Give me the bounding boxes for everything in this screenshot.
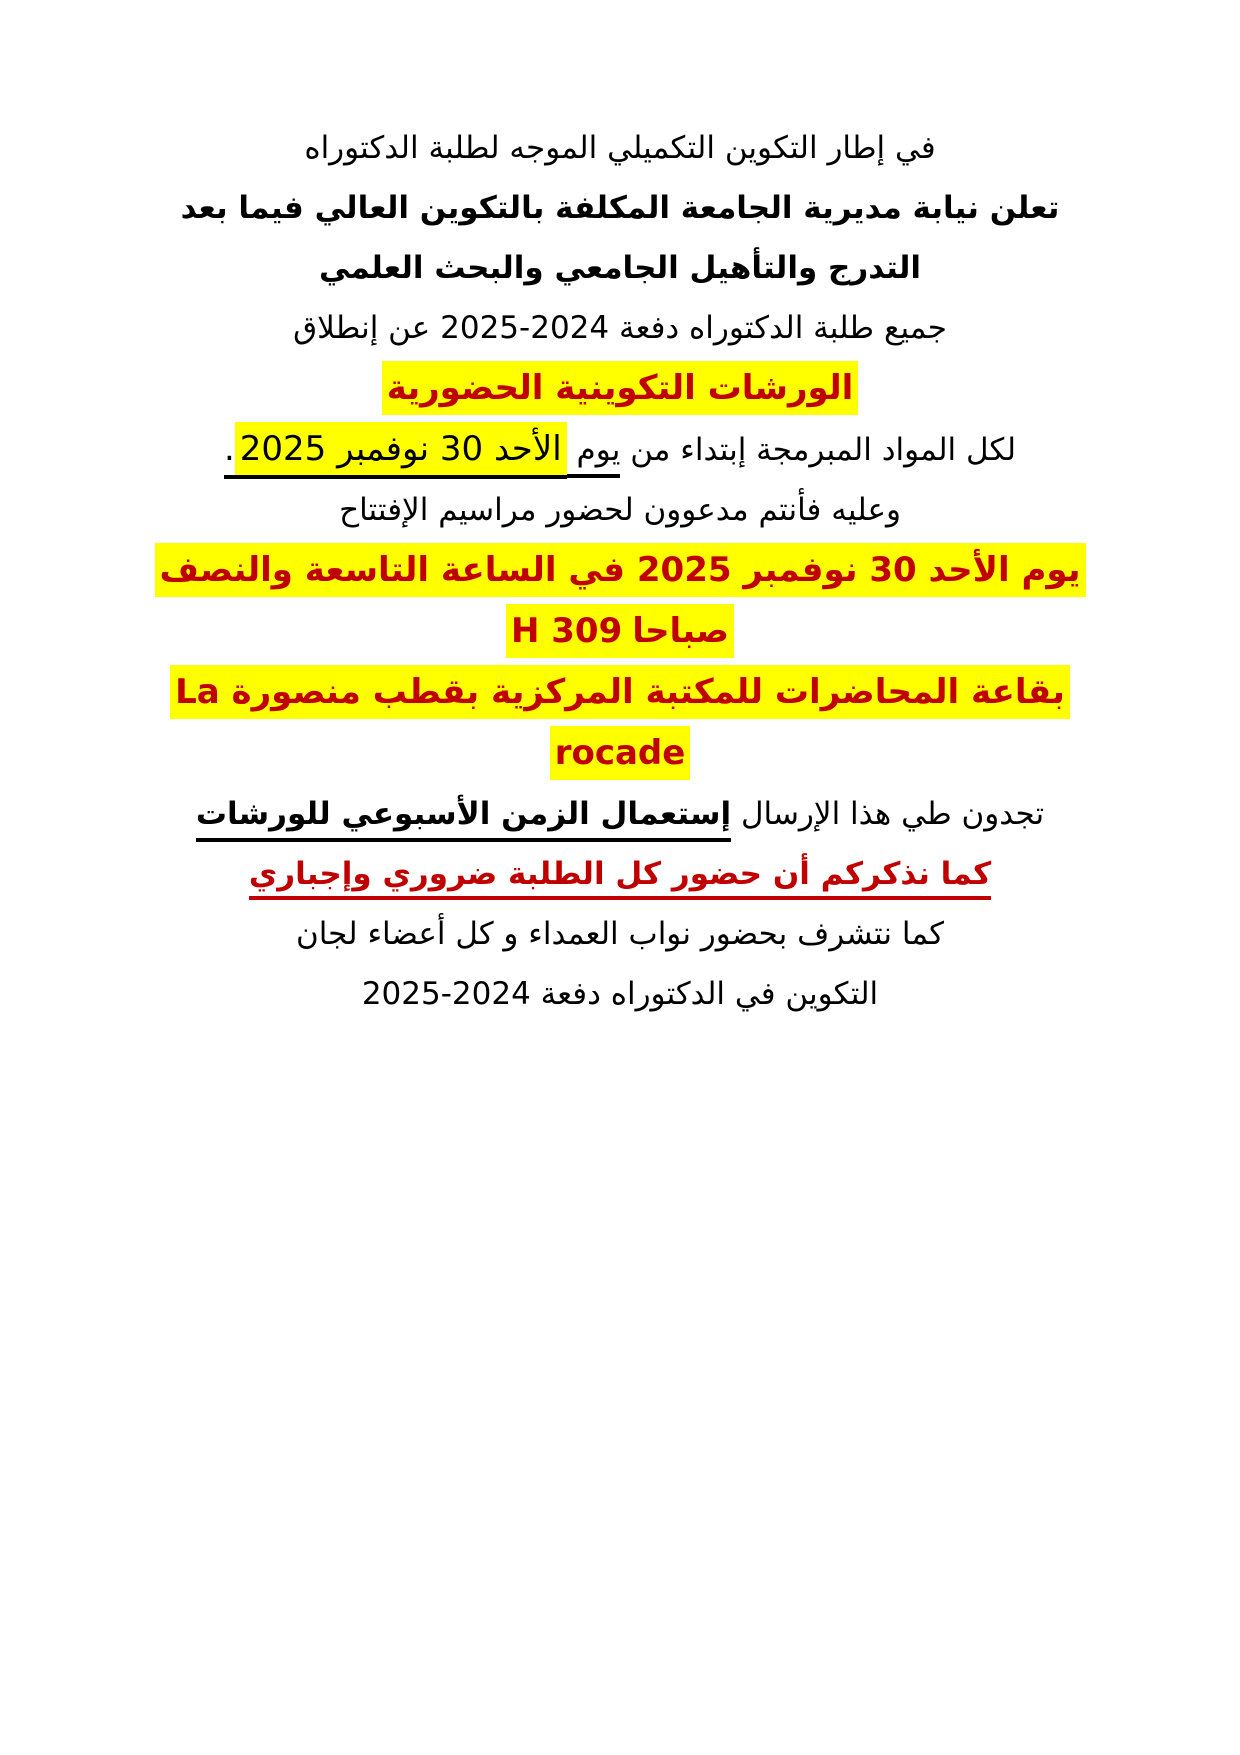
workshops-title-highlight: الورشات التكوينية الحضورية [382, 361, 859, 415]
venue-line-cont [68, 723, 1172, 784]
intro-text: في إطار التكوين التكميلي الموجه لطلبة الدكتوراه [304, 130, 936, 166]
workshops-title-line [68, 358, 1172, 419]
announcer-line-cont [68, 238, 1172, 298]
audience-text: جميع طلبة الدكتوراه دفعة 2024-2025 عن إنطلاق [293, 310, 947, 346]
announcer-text-cont: التدرج والتأهيل الجامعي والبحث العلمي [318, 250, 922, 286]
intro-line [68, 118, 1172, 178]
announcer-line [68, 178, 1172, 238]
venue-line [68, 662, 1172, 723]
committee-line [68, 964, 1172, 1024]
announcer-text: تعلن نيابة مديرية الجامعة المكلفة بالتكوين العالي فيما بعد [180, 190, 1060, 226]
room-number-highlight: H 309 [506, 604, 627, 658]
venue-highlight: بقاعة المحاضرات للمكتبة المركزية بقطب منصورة La [170, 665, 1070, 719]
attachment-prefix: تجدون طي هذا الإرسال [731, 796, 1045, 832]
start-date-period: . [224, 429, 235, 479]
morning-word-highlight: صباحا [627, 604, 734, 658]
ceremony-datetime-line [68, 540, 1172, 601]
committee-text: التكوين في الدكتوراه دفعة 2024-2025 [361, 976, 879, 1012]
attachment-title: إستعمال الزمن الأسبوعي للورشات [196, 796, 731, 842]
guests-line [68, 904, 1172, 964]
start-date-day-word: يوم [567, 432, 621, 478]
invitation-text: وعليه فأنتم مدعوون لحضور مراسيم الإفتتاح [339, 492, 901, 528]
attendance-reminder-text: كما نذكركم أن حضور كل الطلبة ضروري وإجباري [249, 856, 991, 900]
guests-text: كما نتشرف بحضور نواب العمداء و كل أعضاء لجان [295, 916, 945, 952]
ceremony-datetime-highlight: يوم الأحد 30 نوفمبر 2025 في الساعة التاسعة والنصف [155, 543, 1086, 597]
audience-line [68, 298, 1172, 358]
invitation-line [68, 480, 1172, 540]
ceremony-room-line [68, 601, 1172, 662]
start-date-line [68, 419, 1172, 480]
venue-highlight-cont: rocade [550, 726, 691, 780]
attachment-line [68, 784, 1172, 844]
start-date-prefix: لكل المواد المبرمجة إبتداء من [620, 432, 1017, 468]
start-date-highlight: الأحد 30 نوفمبر 2025 [235, 422, 567, 479]
attendance-reminder-line [68, 844, 1172, 904]
